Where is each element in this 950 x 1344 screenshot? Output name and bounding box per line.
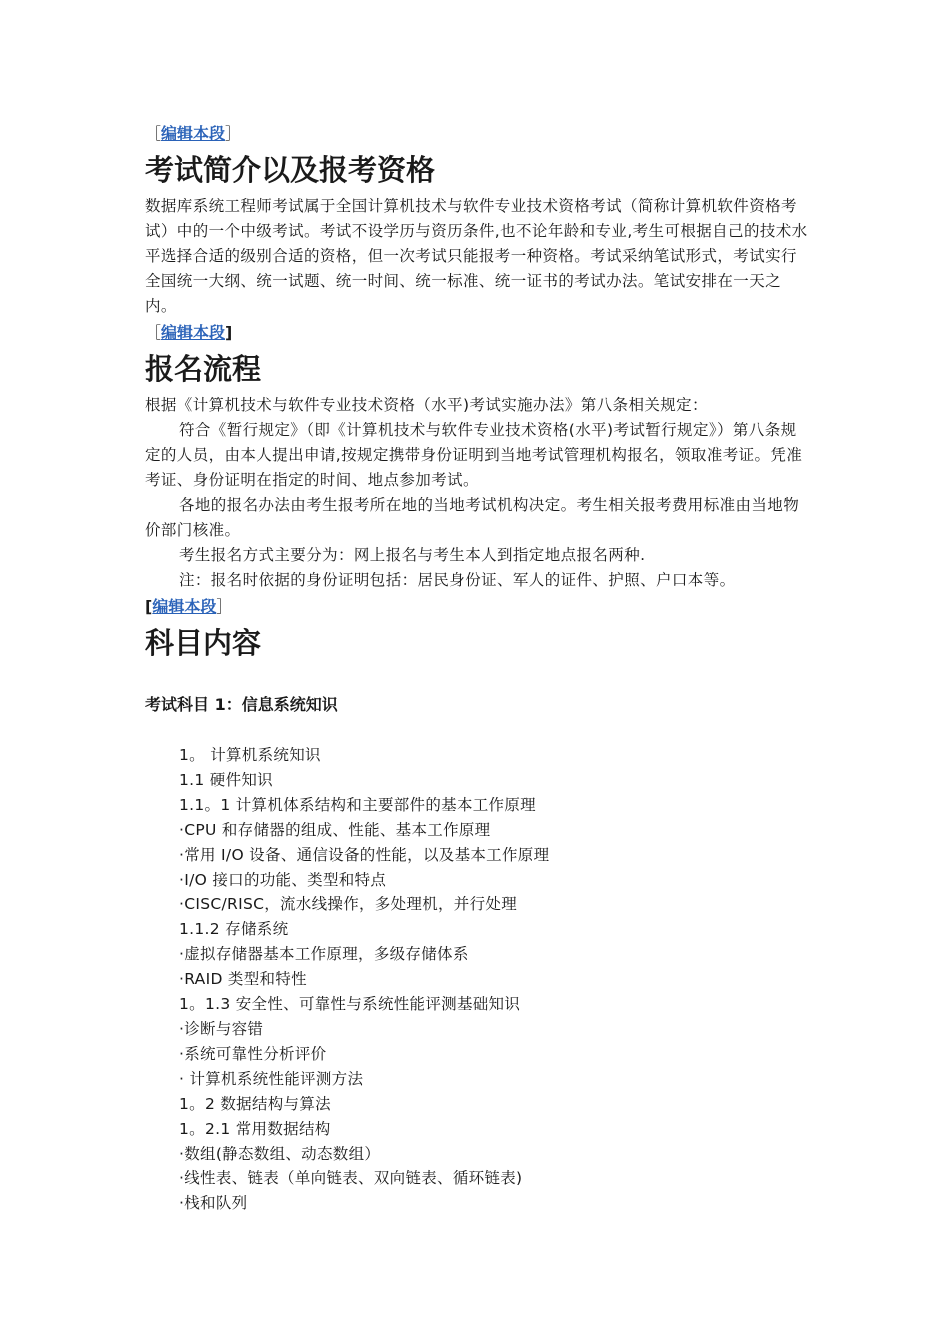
edit-link[interactable]: 编辑本段 [161, 124, 226, 143]
registration-paragraph-5: 注：报名时依据的身份证明包括：居民身份证、军人的证件、护照、户口本等。 [179, 571, 736, 589]
registration-paragraph-3: 各地的报名办法由考生报考所在地的当地考试机构决定。考生相关报考费用标准由当地物价部门核准。 [145, 496, 800, 539]
registration-paragraph-2: 符合《暂行规定》（即《计算机技术与软件专业技术资格(水平)考试暂行规定》）第八条规定的人员，由本人提出申请,按规定携带身份证明到当地考试管理机构报名，领取准考证。凭准考证、身份证明在指定的时间、地点参加考试。 [145, 421, 803, 489]
edit-section-link-3: [编辑本段］ [145, 597, 233, 616]
syllabus-list [145, 743, 810, 1216]
list-item: ·RAID 类型和特性 [179, 970, 307, 989]
list-item: 1。2 数据结构与算法 [179, 1094, 331, 1113]
document-page [145, 120, 810, 1216]
edit-link[interactable]: 编辑本段 [152, 597, 217, 616]
list-item: ·系统可靠性分析评价 [179, 1044, 327, 1063]
list-item: 1。2.1 常用数据结构 [179, 1119, 331, 1138]
list-item: ·虚拟存储器基本工作原理，多级存储体系 [179, 945, 469, 964]
section-title-subjects: 科目内容 [145, 626, 262, 660]
edit-section-link-1: ［编辑本段］ [145, 124, 242, 143]
list-item: ·常用 I/O 设备、通信设备的性能，以及基本工作原理 [179, 845, 550, 864]
registration-paragraph-1: 根据《计算机技术与软件专业技术资格（水平)考试实施办法》第八条相关规定： [145, 396, 708, 414]
intro-paragraph: 数据库系统工程师考试属于全国计算机技术与软件专业技术资格考试（简称计算机软件资格考试）中的一个中级考试。考试不设学历与资历条件,也不论年龄和专业,考生可根据自己的技术水平选择合适的级别合适的资格，但一次考试只能报考一种资格。考试采纳笔试形式，考试实行全国统一大纲、统一试题、统一时间、统一标准、统一证书的考试办法。笔试安排在一天之内。 [145, 197, 808, 315]
list-item: ·CISC/RISC，流水线操作，多处理机，并行处理 [179, 895, 518, 914]
registration-paragraph-4: 考生报名方式主要分为：网上报名与考生本人到指定地点报名两种. [179, 546, 646, 564]
list-item: 1。1.3 安全性、可靠性与系统性能评测基础知识 [179, 995, 521, 1014]
list-item: 1.1 硬件知识 [179, 770, 273, 789]
section-title-intro: 考试简介以及报考资格 [145, 153, 436, 187]
list-item: 1.1.2 存储系统 [179, 920, 289, 939]
list-item: ·线性表、链表（单向链表、双向链表、循环链表) [179, 1169, 523, 1188]
list-item: ·诊断与容错 [179, 1019, 264, 1038]
list-item: ·I/O 接口的功能、类型和特点 [179, 870, 387, 889]
list-item: ·CPU 和存储器的组成、性能、基本工作原理 [179, 820, 491, 839]
edit-section-link-2: ［编辑本段] [145, 323, 233, 342]
list-item: · 计算机系统性能评测方法 [179, 1069, 364, 1088]
subject-1-heading: 考试科目 1：信息系统知识 [145, 695, 338, 714]
section-title-registration: 报名流程 [145, 352, 262, 386]
list-item: ·栈和队列 [179, 1194, 248, 1213]
list-item: 1.1。1 计算机体系结构和主要部件的基本工作原理 [179, 795, 536, 814]
edit-link[interactable]: 编辑本段 [161, 323, 226, 342]
list-item: 1。 计算机系统知识 [179, 746, 321, 764]
list-item: ·数组(静态数组、动态数组） [179, 1144, 381, 1163]
